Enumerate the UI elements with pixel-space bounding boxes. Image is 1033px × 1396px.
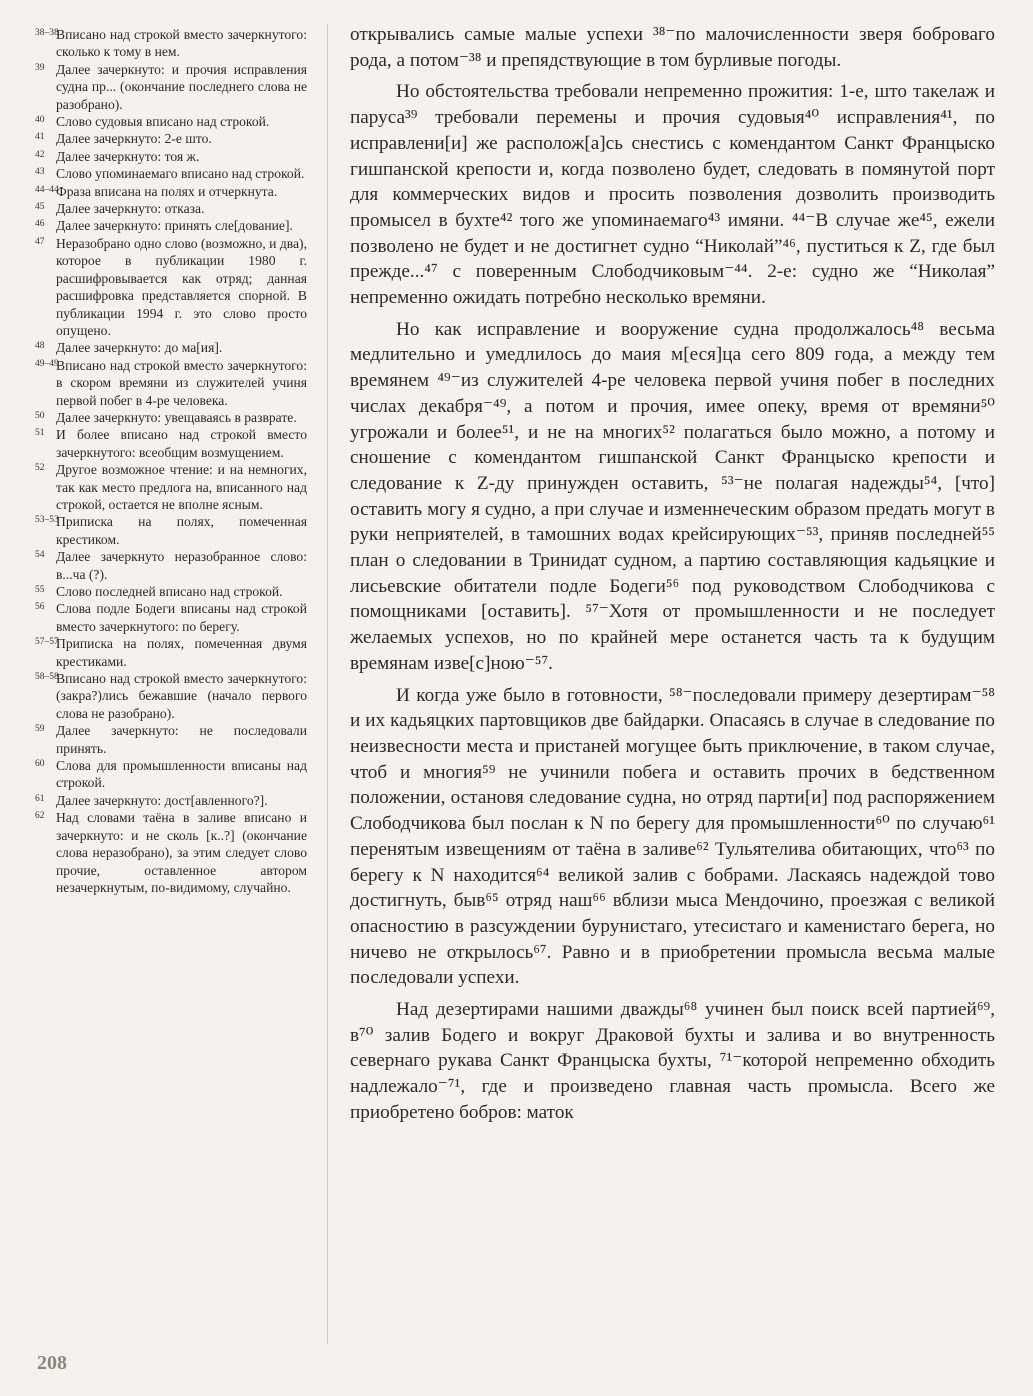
- footnote-text: Неразобрано одно слово (возможно, и два), которое в публикации 1980 г. расшифровывается как отряд; данная расшифровка представляется спорной. В публикации 1994 г. это слово просто опущено.: [56, 235, 307, 338]
- footnote: [35, 635, 307, 670]
- footnote-text: Вписано над строкой вместо зачеркнутого: сколько к тому в нем.: [56, 27, 307, 60]
- paragraph: И когда уже было в готовности, ⁵⁸⁻последовали примеру дезертирам⁻⁵⁸ и их кадьяцких партовщиков две байдарки. Опасаясь в случае в следование по неизвесности места и пристаней могущее быть приключение, в таком случае, чтоб и многия⁵⁹ не учинили побега и оставить прочих в бедственном положении, остановя следование судна, но отряд парти[и] под распоряжением Слободчикова был послан к N по берегу для промышленности⁶⁰ по случаю⁶¹ перенятым извещениям от таёна в заливе⁶² Тульятелива обитающих, что⁶³ по берегу к N находится⁶⁴ великой залив с бобрами. Ласкаясь надеждой тово достигнуть, быв⁶⁵ отряд наш⁶⁶ вблизи мыса Мендочино, проезжая с великой опасностию в разсуждении бурунистаго, утесистаго и каменистаго берега, но ничево не открылось⁶⁷. Равно и в приобретении промысла весьма малые последовали успехи.: [350, 684, 995, 989]
- footnote: [35, 165, 307, 182]
- footnote: [35, 600, 307, 635]
- paragraph: Но обстоятельства требовали непременно прожития: 1-е, што такелаж и паруса³⁹ требовали перемены и прочия судовыя⁴⁰ исправления⁴¹, по исправлени[и] же располож[а]сь снестись с комендантом Санкт Францыско гишпанской крепости и, когда позволено будет, следовать в помянутой порт для коммерческих видов и просить позволения дозволить производить промысел в бухте⁴² того же упоминаемаго⁴³ имяни. ⁴⁴⁻В случае же⁴⁵, ежели позволено не будет и не достигнет судно “Николай”⁴⁶, пуститься к Z, где был прежде...⁴⁷ с поверенным Слободчиковым⁻⁴⁴. 2-е: судно же “Николая” непременно ожидать потребно несколько времяни.: [350, 81, 995, 309]
- footnote-text: Приписка на полях, помеченная двумя крестиками.: [56, 636, 307, 669]
- footnote: [35, 461, 307, 513]
- footnote-number: 50: [35, 410, 45, 421]
- page-number: 208: [37, 1352, 67, 1374]
- footnote: [35, 792, 307, 809]
- footnote: [35, 513, 307, 548]
- footnote-number: 62: [35, 811, 45, 822]
- footnote: [35, 809, 307, 896]
- footnotes-column: [35, 26, 307, 896]
- column-divider: [327, 24, 328, 1344]
- footnote-number: 44–44: [35, 184, 59, 195]
- footnote-text: Слово судовыя вписано над строкой.: [56, 114, 270, 130]
- footnote: [35, 217, 307, 234]
- footnote: [35, 183, 307, 200]
- main-text: [350, 22, 995, 1132]
- footnote-number: 54: [35, 550, 45, 561]
- footnote-text: Далее зачеркнуто: и прочия исправления судна пр... (окончание последнего слова не разобрано).: [56, 61, 307, 112]
- footnote: [35, 357, 307, 409]
- footnote-text: Фраза вписана на полях и отчеркнута.: [56, 183, 278, 199]
- footnote: [35, 722, 307, 757]
- footnote-text: Далее зачеркнуто: отказа.: [56, 201, 205, 217]
- footnote-number: 41: [35, 132, 45, 143]
- footnote-text: Далее зачеркнуто неразобранное слово: в...ча (?).: [56, 549, 307, 582]
- footnote-text: Далее зачеркнуто: принять сле[дование].: [56, 218, 293, 234]
- footnote-text: Далее зачеркнуто: увещаваясь в разврате.: [56, 409, 297, 425]
- footnote: [35, 200, 307, 217]
- footnote-number: 55: [35, 585, 45, 595]
- footnote-text: Далее зачеркнуто: тоя ж.: [56, 148, 200, 164]
- footnote: [35, 409, 307, 426]
- footnote-text: Вписано над строкой вместо зачеркнутого: (закра?)лись бежавшие (начало первого слова не разобрано).: [56, 671, 307, 721]
- footnote-text: И более вписано над строкой вместо зачеркнутого: всеобщим возмущением.: [56, 427, 307, 460]
- footnote: [35, 339, 307, 356]
- footnote-text: Вписано над строкой вместо зачеркнутого: в скором времяни из служителей учиня первой побег в 4-ре человека.: [56, 357, 307, 408]
- footnote-number: 48: [35, 341, 45, 352]
- footnote-number: 38–38: [35, 28, 59, 38]
- footnote: [35, 426, 307, 461]
- footnote-number: 57–57: [35, 637, 59, 648]
- footnote: [35, 113, 307, 130]
- footnote-text: Другое возможное чтение: и на немногих, так как место предлога на, вписанного над строкой, остается не вполне ясным.: [56, 462, 307, 512]
- footnote: [35, 61, 307, 113]
- footnote-text: Слово упоминаемаго вписано над строкой.: [56, 166, 305, 182]
- footnote-text: Слова подле Бодеги вписаны над строкой вместо зачеркнутого: по берегу.: [56, 601, 307, 634]
- paragraph: Над дезертирами нашими дважды⁶⁸ учинен был поиск всей партией⁶⁹, в⁷⁰ залив Бодего и вокруг Драковой бухты и залива и во внутренность севернаго рукава Санкт Францыска бухты, ⁷¹⁻которой непременно обходить надлежало⁻⁷¹, где и произведено главная часть промысла. Всего же приобретено бобров: маток: [350, 999, 995, 1123]
- footnote-number: 49–49: [35, 358, 59, 369]
- footnote-number: 60: [35, 759, 45, 770]
- footnote-number: 46: [35, 219, 45, 230]
- footnote-text: Над словами таёна в заливе вписано и зачеркнуто: и не сколь [к..?] (окончание слова неразобрано), за этим следует слово прочие, оставленное автором незачеркнутым, по-видимому, случайно.: [56, 810, 307, 895]
- footnote-text: Далее зачеркнуто: до ма[ия].: [56, 340, 223, 356]
- footnote: [35, 670, 307, 722]
- footnote-number: 58–58: [35, 672, 59, 683]
- footnote-number: 45: [35, 202, 45, 213]
- footnote-number: 47: [35, 236, 45, 247]
- footnote-number: 42: [35, 149, 45, 160]
- footnote: [35, 235, 307, 339]
- footnote-number: 39: [35, 62, 45, 73]
- paragraph: Но как исправление и вооружение судна продолжалось⁴⁸ весьма медлительно и умедлилось до маия м[еся]ца сего 809 года, а между тем времянем ⁴⁹⁻из служителей 4-ре человека первой учиня побег в последних числах декабря⁻⁴⁹, а потом и прочия, имее опеку, время от времяни⁵⁰ угрожали и более⁵¹, и не на многих⁵² полагаться было можно, а потому и сношение с комендантом гишпанской Санкт Францыско крепости и следование к Z-ду принужден оставить, ⁵³⁻не полагая надежды⁵⁴, [что] оставить могу я судно, а при случае и изменнеческим образом предать могут в руки неприятелей, в тамошних водах крейсирующих⁻⁵³, приняв последней⁵⁵ план о следовании в Тринидат судном, а партию составляющия кадьяцкие и лисьевские обитатели подле Бодеги⁵⁶ под руководством Слободчикова с помощниками [оставить]. ⁵⁷⁻Хотя от промышленности и не последует желаемых успехов, но по крайней мере останется часть та к будущим времянам изве[с]ною⁻⁵⁷.: [350, 318, 995, 674]
- footnote-text: Слово последней вписано над строкой.: [56, 584, 283, 599]
- footnote-text: Далее зачеркнуто: 2-е што.: [56, 131, 212, 147]
- footnote-number: 59: [35, 724, 45, 735]
- footnote: [35, 757, 307, 792]
- footnote-number: 51: [35, 428, 45, 439]
- paragraph: открывались самые малые успехи ³⁸⁻по малочисленности зверя боброваго рода, а потом⁻³⁸ и препядствующие в том бурливые погоды.: [350, 24, 995, 71]
- footnote-number: 61: [35, 793, 45, 804]
- footnote: [35, 148, 307, 165]
- footnote-number: 43: [35, 167, 45, 178]
- footnote: [35, 548, 307, 583]
- footnote: [35, 26, 307, 61]
- footnote: [35, 583, 307, 600]
- footnote: [35, 130, 307, 147]
- footnote-number: 56: [35, 602, 45, 613]
- footnote-number: 40: [35, 115, 45, 126]
- footnote-number: 53–53: [35, 515, 59, 526]
- footnote-text: Слова для промышленности вписаны над строкой.: [56, 758, 307, 791]
- footnote-number: 52: [35, 463, 45, 474]
- footnote-text: Далее зачеркнуто: не последовали принять.: [56, 723, 307, 756]
- footnote-text: Приписка на полях, помеченная крестиком.: [56, 514, 307, 547]
- footnote-text: Далее зачеркнуто: дост[авленного?].: [56, 792, 268, 808]
